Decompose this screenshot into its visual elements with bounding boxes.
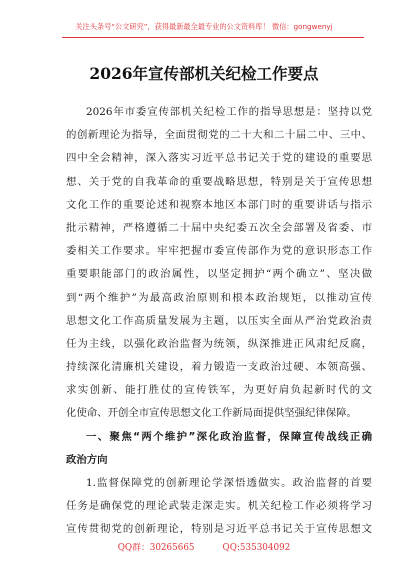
- header-banner: 关注头条号“公文研究”，获得最新最全最专业的公文资料库！ 微信：gongwenyj: [75, 22, 333, 31]
- paragraph-1-line: 持续深化清廉机关建设，着力锻造一支政治过硬、本领高强、: [66, 361, 372, 374]
- paragraph-1-line: 重要职能部门的政治属性，以坚定拥护“两个确立”、坚决做: [66, 268, 372, 281]
- paragraph-1-line: 批示精神，严格遵循二十届中央纪委五次全会部署及省委、市: [66, 221, 372, 234]
- paragraph-1-line: 委相关工作要求。牢牢把握市委宣传部作为党的意识形态工作: [66, 245, 372, 258]
- header-divider: [62, 37, 364, 38]
- document-body: [66, 101, 372, 542]
- paragraph-2-line: 宣传贯彻党的创新理论，特别是习近平总书记关于宣传思想文: [66, 523, 372, 536]
- paragraph-1-line: 化使命、开创全市宣传思想文化工作新局面提供坚强纪律保障。: [66, 407, 357, 420]
- paragraph-2-line: 任务是确保党的理论武装走深走实。机关纪检工作必须将学习: [66, 500, 372, 513]
- footer-qq: QQ:535304092: [222, 543, 291, 553]
- paragraph-1-line: 四中全会精神，深入落实习近平总书记关于党的建设的重要思: [66, 152, 372, 165]
- paragraph-2-line: 1.监督保障党的创新理论学深悟透做实。政治监督的首要: [86, 477, 372, 489]
- document-title: 2026年宣传部机关纪检工作要点: [89, 64, 319, 83]
- section-1-heading-line: 一、聚焦“两个维护”深化政治监督，保障宣传战线正确: [86, 430, 372, 443]
- paragraph-1-line: 任为主线，以强化政治监督为统领，纵深推进正风肃纪反腐，: [66, 337, 372, 350]
- paragraph-1-line: 思想文化工作高质量发展为主题，以压实全面从严治党政治责: [66, 314, 372, 327]
- paragraph-1-line: 文化工作的重要论述和视察本地区本部门时的重要讲话与指示: [66, 198, 372, 211]
- paragraph-1-line: 2026年市委宣传部机关纪检工作的指导思想是：坚持以党: [86, 106, 372, 118]
- footer-qq-group: QQ群：30265665: [117, 543, 195, 553]
- paragraph-1-line: 想、关于党的自我革命的重要战略思想，特别是关于宣传思想: [66, 175, 372, 188]
- paragraph-1-line: 求实创新、能打胜仗的宣传铁军，为更好肩负起新时代的文: [66, 384, 372, 397]
- footer-contact: [0, 540, 408, 553]
- section-1-heading-line: 政治方向: [66, 453, 108, 466]
- paragraph-1-line: 的创新理论为指导，全面贯彻党的二十大和二十届二中、三中、: [66, 129, 372, 142]
- paragraph-1-line: 到“两个维护”为最高政治原则和根本政治规矩，以推动宣传: [66, 291, 372, 304]
